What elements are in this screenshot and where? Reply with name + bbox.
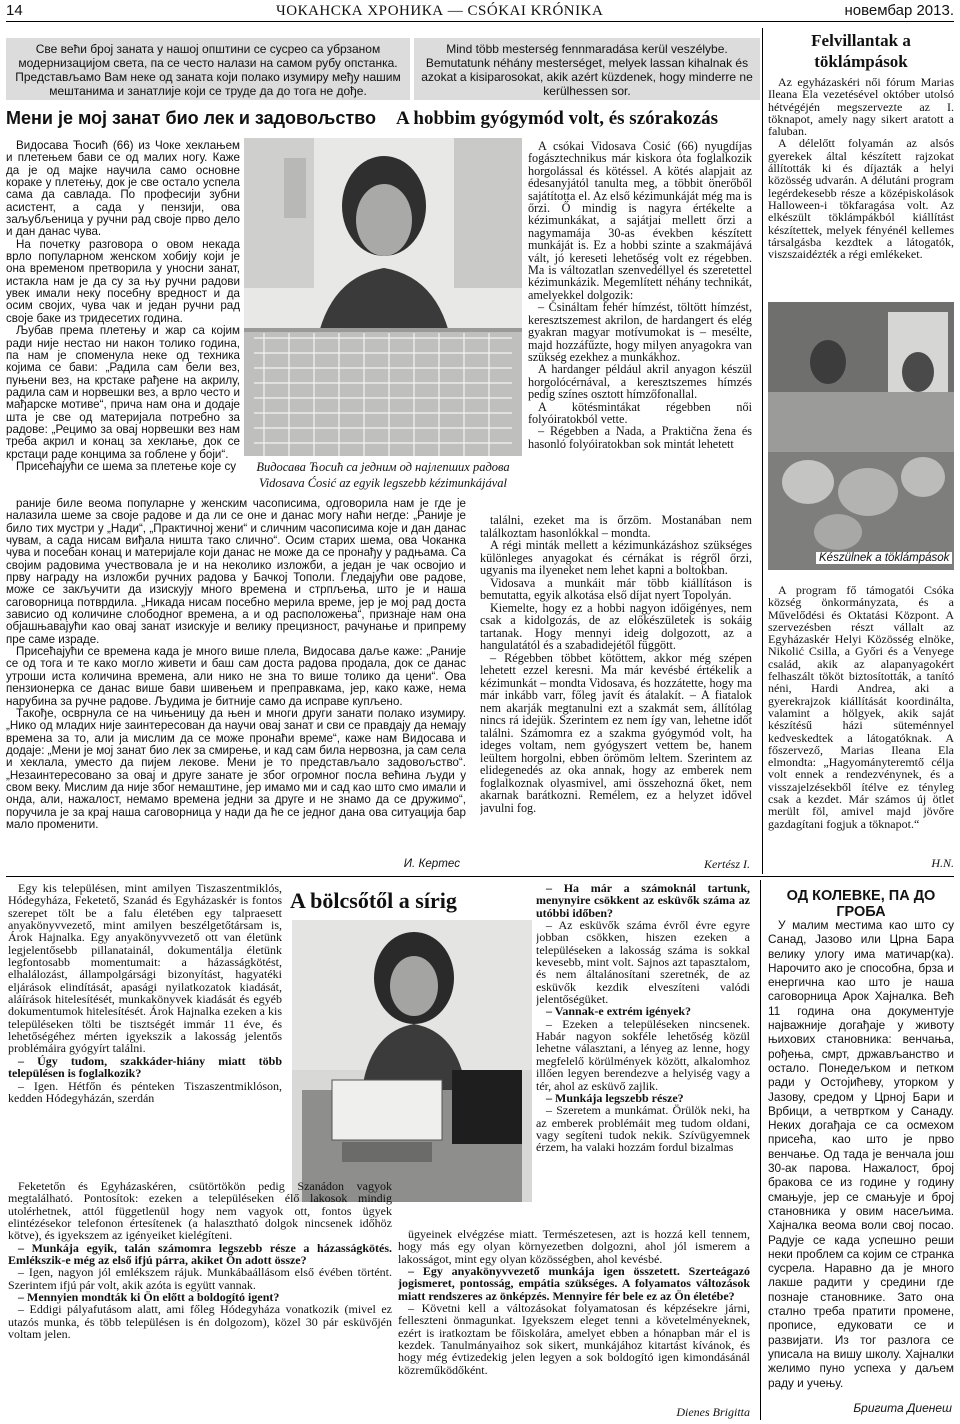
article3-text [768,918,954,1398]
issue-date: новембар 2013. [844,2,954,19]
paragraph: – Régebben a Nada, a Praktična žena és hasonló folyóiratokban sok mintát lehetett [528,424,752,451]
page-header [6,2,954,22]
interview-answer: – Az esküvők száma évről évre egyre jobban csökken, hiszen ezeken a településeken a lakosság száma is sokkal kevesebb, mint volt. Sajnos azt tapasztalom, és nem általánosítani szeretnék, de az esküvők kezdik elveszíteni valódi jelentőségüket. [536,918,750,1007]
photo-pumpkin-carving [768,302,954,570]
paragraph: – Régebben többet kötöttem, akkor még szépen lehetett ezzel keresni. Ma már kevésbé értékelik a kézimunkát – mondta Vidosava, és hozzátette, hogy ma már inkább varr, főleg javít és átalakít. – A fiatalok nem akarják megtanulni ezt a szakmát sem, állítólag nincs rá idejük. Szerintem ez nem így van, lehetne időt találni. Számomra ez a szakma gyógymód volt, ha ideges voltam, nem gyógyszert vettem be, hanem leültem horgolni, ebben örömöm leltem. Szerintem az elidegenedés az oka annak, hogy az emberek nem foglalkoznak olyasmivel, ami összehozná őket, nem akarnak barátkozni. Remélem, ez a helyzet idővel javulni fog. [480,650,752,815]
paragraph: A hardanger például akril anyagon készül horgolócérnával, a keresztszemes hímzés pedig színes osztott hímzőfonallal. [528,362,752,402]
paragraph: A délelőtt folyamán az alsós gyerekek által készített rajzokat állították ki és díjazták a helyi közösség udvarán. A délutáni program legérdekesebb része a középiskolások Halloween-i tökfaragása volt. Az elkészült töklámpákból kiállítást készítettek, melyek fényénél kellemes társalgásba kezdtek a látogatók, viszszaidézték a régi emlékeket. [768,136,954,262]
paragraph: – Csináltam fehér hímzést, töltött hímzést, keresztszemest akrilon, de hardangert és elég gyakran magyar motívumokat is – mesélte, majd hozzáfűzte, hogy milyen anyagokra van szükség ezekhez a munkákhoz. [528,300,752,364]
paragraph: У малим местима као што су Санад, Јазово или Црна Бара велику улогу има матичар(ка). Нарочито ако је способна, брза и енергична као што је наша саговорница Арок Хајналка. Већ 11 година она документује најважније догађаје у животу њихових становника: венчања, рођења, смрт, држављанство и остало. Понедељком и петком ради у Остојићеву, уторком у Јазову, средом у Црној Бари и Врбици, а четвртком у Санаду. Неких догађаја се са осмехом присећа, као што је прво венчање. Од тада је венчала још 30-ак парова. Нажалост, број бракова се из године у годину смањује, јер се смањује и број становника у овим насељима. Хајналка веома воли свој посао. Радује се када успешно реши неки проблем са којим се странка сусрела. Наравно да је много лакше радити у средини где познаје становнике. Зато она стално треба пратити промене, прописе, едуковати се и развијати. Из тог разлога се уписала на вишу школу. Хајналки желимо пуно успеха у даљем раду и учењу. [768,918,954,1390]
intro-box-hungarian: Mind több mesterség fennmaradása kerül veszélybe. Bemutatunk néhány mesterséget, melyek lassan kihalnak és azokat a kisiparosokat, akik azért küzdenek, hogy minderre ne kerülhessen sor. [414,38,760,100]
article-hungarian-top [528,140,752,512]
paragraph: A régi minták mellett a kézimunkázáshoz szükséges különleges anyagokat és cérnákat is régről őrzi, ugyanis ma ilyeneket nem lehet kapni a boltokban. [480,538,752,577]
article-serbian-top [6,140,240,496]
paragraph: ügyeinek elvégzése miatt. Természetesen, azt is hozzá kell tennem, hogy más egy olyan környezetben dolgozni, ahol jól ismerem a lakosságot, mint egy olyan közösségben, ahol kevésbé. [398,1228,750,1266]
article-hungarian-bottom [480,514,752,858]
photo-image [244,138,522,456]
interview-answer: – Követni kell a változásokat folyamatosan és képzésekre járni, felleszteni önmagunkat. Igyekszem eleget tenni a követelményeknek, ezért is iratkoztam be főiskolára, amelyet ebben a hónapban már el is kezdek. Tanulmányaihoz sok sikert, munkájához kitartást kívánok, és hogy még évtizedekig jelen legyen a sok boldogító igen kimondásánál közreműködőként. [398,1301,750,1377]
paragraph: A program fő támogatói Csóka község önkormányzata, és a Művelődési és Oktatási Központ. A szervezésben részt vállalt az Egyházaskér Helyi Közösség elnöke, Nikolić Csilla, a Győri és a Venyege család, akik az alapanyagokért felhaszált tököt biztosították, a tanító néni, Hardi Andrea, aki a gyerekrajzok kiállítását koordinálta, valamint a hölgyek, akik saját készítésű házi süteménnyel kedveskedtek a látogatóknak. A főszervező, Marias Ileana Ela elmondta: „Hagyományteremtő célja volt ennek a rendezvénynek, és a visszajelzésekből ítélve ez tényleg csak a kezdet. Már számos új ötlet merült föl, amivel majd jövőre gazdagítani fogjuk a töknapot.“ [768,584,954,831]
article-title-hungarian: A hobbim gyógymód volt, és szórakozás [396,108,718,129]
interview-question: – Vannak-e extrém igények? [546,1004,691,1019]
page-number: 14 [6,2,23,19]
sidebar-photo-caption: Készülnek a töklámpások [816,552,952,564]
interview-answer: – Ezeken a településeken nincsenek. Habár nagyon sokféle lehetőség közül lehetne választani, a lényeg az lenne, hogy megfelelő körülmények között, alkalomhoz illően legyen berendezve a helyiség vagy a tér, ahol az esküvő zajlik. [536,1016,750,1093]
interview-answer: – Szeretem a munkámat. Örülök neki, ha az emberek problémáit meg tudom oldani, vagy segíteni tudok nekik. Szívügyemnek érzem, ha valaki hozzám fordul bizalmas [536,1103,750,1155]
article3-signature: Бригита Диенеш [853,1401,952,1415]
signature-hungarian: Kertész I. [704,857,750,871]
paragraph: A csókai Vidosava Ćosić (66) nyugdíjas fogásztechnikus már kiskora óta foglalkozik horgolással és kötéssel. A kötés alapjait az édesanyjától tanulta meg, a többit önerőből sajátította el. Az első kézimunkáját még ma is őrzi. Ő mindig is nagyra értékelte a kézimunkákat, a sajátjai mellett őrzi a nagymamája 30-as években készített munkáját is. Ez a hobbi szinte a szakmájává vált, jó kereseti lehetőség volt ez régebben. Ma is változatlan szenvedéllyel és szeretettel kézimunkázik. Megemlített néhány technikát, amelyekkel dolgozik: [528,140,752,302]
article2-column1 [8,882,282,1178]
article2-title: A bölcsőtől a sírig [290,888,457,913]
signature-serbian: И. Кертес [403,857,460,870]
interview-question: – Úgy tudom, szakkáder-hiány miatt több településen is foglalkozik? [8,1053,282,1081]
photo-arok-hajnalka [292,920,532,1202]
interview-question: – Munkája egyik, talán számomra legszebb része a házasságkötés. Emlékszik-e még az első ifjú párra, akiket Ön adott össze? [8,1240,392,1268]
article-serbian-bottom [6,498,466,862]
paragraph: Присећајући се времена када је много више плела, Видосава даље каже: „Раније се од тога и те како могло живети и баш сам доста радова продала, док се данас утроши иста количина времена, али нико не зна то више толико да цени“. Ова пензионерка се данас више бави шивењем и преправкама, јер, како каже, нема нарубина за ручне радове. Људима је битније само да исправе купљено. [6,645,466,708]
paragraph: раније биле веома популарне у женским часописима, одговорила нам је где је налазила шеме за своје радове и да ли се оне и данас могу наћи негде: „Раније је било тих мустри у „Нади“, „Практичној жени“ и сличним часописима које и дан данас чувам, а сада нисам виђала ништа тако слично“. Осим старих шема, ова Чоканка чува и посебан конац и материјале који данас не може да се пронађу у радњама. Са својим радовима учествовала је и на неколико изложби, а један је чак освојио и прву награду на изложби ручних радова у Бачкој Тополи. Гледајући ове радове, може се закључити да изискују много времена и стрпљења, што је и наша саговорница потврдила. „Никада нисам посебно мерила време, јер је мој рад доста зависио од количине слободног времена, а и од расположења“, признаје нам она објашњавајући као овај занат изискује и велику прецизност, рачунање и припрему пре саме израде. [6,498,466,646]
paragraph: Vidosava a munkáit már több kiállításon is bemutatta, egyik alkotása első díjat nyert Topolyán. [480,575,752,602]
photo-image [768,302,954,570]
paragraph: На почетку разговора о овом некада врло популарном женском хобију који је она временом претворила у уносни занат, истакла нам је да су за њу ручни радови увек имали неку посебну вредност и да осим својих, чува чак и један ручни рад своје баке из тридесетих година. [6,237,240,325]
photo-caption [244,459,522,491]
interview-question: – Mennyien mondták ki Ön előtt a boldogító igent? [18,1290,280,1305]
photo-vidosava-embroidery [244,138,522,456]
sidebar-text-bottom [768,584,954,856]
paragraph: Az egyházaskéri női fórum Marias Ileana Ela vezetésével október utolsó hétvégéjén megszervezte az I. töknapot, amely nagy sikert aratott a faluban. [768,76,954,139]
photo-image [292,920,532,1202]
masthead: ЧОКАНСКА ХРОНИКА — CSÓKAI KRÓNIKA [276,3,604,19]
section-divider [6,876,954,877]
paragraph: Kiemelte, hogy ez a hobbi nagyon időigényes, nem csak a kidolgozás, de az előkészületek is sokáig tartanak. Hogy mennyi ideig dolgozott, az a hangulatától és a szabadidejétől függött. [480,600,752,652]
article-title-serbian: Мени је мој занат био лек и задовољство [6,108,376,128]
article2-signature: Dienes Brigitta [676,1405,750,1419]
sidebar-signature: H.N. [931,856,954,870]
paragraph: Feketetőn és Egyházaskéren, csütörtökön pedig Szanádon vagyok megtalálható. Pontosítok: ezeken a településeken élő lakosok mindig utolérhetnek, attól függetlenül hogy nem vagyok ott, fontos ügyek elintézésekor telefonon értesítenek (a halasztható dolgok nincsenek időhöz kötve), és igyekszem az igényeiket kielégíteni. [8,1180,392,1243]
paragraph: találni, ezeket ma is őrzöm. Mostanában nem találkoztam hasonlókkal – mondta. [480,514,752,540]
interview-question: – Egy anyakönyvvezető munkája igen összetett. Szerteágazó jogismeret, pontosság, empátia szükséges. A folyamatos változások miatt rendszeres az önképzés. Mennyire fér bele ez az Ön életébe? [398,1264,750,1303]
column-divider [760,880,761,1420]
intro-box-serbian: Све већи број заната у нашој општини се сусрео са убрзаном модернизацијом света, па се често налази на самом рубу опстанка. Представљамо Вам неке од заната који полако изумиру међу нашим мештанима и занатлије који се труде да до тога не дође. [6,38,410,100]
sidebar-text-top [768,76,954,298]
paragraph: Присећајући се шема за плетење које су [16,459,237,473]
interview-question: – Ha már a számoknál tartunk, menynyire csökkent az esküvők száma az utóbbi időben? [536,882,750,920]
interview-answer: – Igen, nagyon jól emlékszem rájuk. Munkábaállásom első évében történt. Szerintem ifjú pár volt, akik azóta is együtt vannak. [8,1265,392,1292]
paragraph: Такође, осврнула се на чињеницу да њен и многи други занати полако изумиру. „Нико од младих није заинтересован да научи овај занат и сви се правдају да немају времена за то, али ја мислим да се може пронаћи време“, каже нам Видосава и додаје: „Мени је мој занат био лек за смирење, и кад сам била нервозна, ја сам села и хеклала, уместо да пијем лекове. Мени је то представљало задовољство“. „Незаинтересовано за овај и друге занате је због огромног посла већина људи у свом веку. Мислим да није због немаштине, јер имамо ми и сад као што смо имали и онда, али, нажалост, немамо времена једни за друге и не знамо да се дружимо“, поручила је за крај наша саговорница у нади да ће се једног дана ова ситуација бар мало променити. [6,706,466,831]
caption-serbian: Видосава Ћосић са једним од најлепших радова [256,460,510,474]
interview-answer: – Eddigi pályafutásom alatt, ami főleg Hódegyháza vonatkozik (mivel ez utazós munka, és több településen is én dolgozom), közel 30 pár esküvőjén voltam jelen. [8,1302,392,1342]
article2-column3 [536,882,750,1240]
article2-wide-column [8,1180,392,1420]
paragraph: Egy kis településen, mint amilyen Tiszaszentmiklós, Hódegyháza, Feketető, Szanád és Egyházaskér is fontos szerepet tölt be a falu életében egy talpraesett anyakönyvvezető, mint amilyen beszélgetőtársam is, Árok Hajnalka. Egy anyakönyvvezető ott van életünk legjelentősebb pillanatainál, dokumentálja életünk legfontosabb momentumait: a házasságkötést, elhalálozást, állampolgársági bizonyítást, hagyatéki eljárások elindítását, apasági nyilatkozatok kiadását, aláírások hitelesítését, munkakönyvek kiadását és egyéb dokumentumok hitelesítését. Árok Hajnalka ezeken a kis településeken tölti be tisztségét immár 11 éve, és lehetőségéhez mérten igyekszik a lakosság jelentős problémáira gyógyírt találni. [8,882,282,1056]
caption-hungarian: Vidosava Ćosić az egyik legszebb kézimunkájával [259,476,507,490]
paragraph: Љубав према плетењу и жар са којим ради није нестао ни након толико година, па нам је споменула неке од техника којима се бави: „Радила сам бели вез, пуњени вез, на крстаке рађене на акрилу, радила сам и норвешки вез, а врло често и мађарске мотиве“, прича нам она и додаје шта је све од материјала потребно за радове: „Рецимо за овај норвешки вез нам треба акрил и конац за хеклање, док се крстаци раде концима за гоблене у боји“. [6,324,240,461]
article3-title: ОД КОЛЕВКЕ, ПА ДО ГРОБА [786,888,936,920]
column-divider [762,28,763,874]
paragraph: Видосава Ћосић (66) из Чоке хеклањем и плетењем бави се од малих ногу. Каже да је од мајке научила само основне кораке у плетењу, док је све остало успела сама да савлада. По професији зубни асистент, а сада у пензији, ова заљубљеница у ручни рад своје прво дело и дан данас чува. [6,140,240,239]
article2-bottom-right [398,1228,750,1408]
interview-question: – Munkája legszebb része? [546,1090,684,1105]
interview-answer: – Igen. Hétfőn és pénteken Tiszaszentmiklóson, kedden Hódegyházán, szerdán [8,1078,282,1105]
sidebar-title: Felvillantak a töklámpások [811,31,911,71]
paragraph: A kötésmintákat régebben női folyóiratokból vette. [528,399,752,426]
